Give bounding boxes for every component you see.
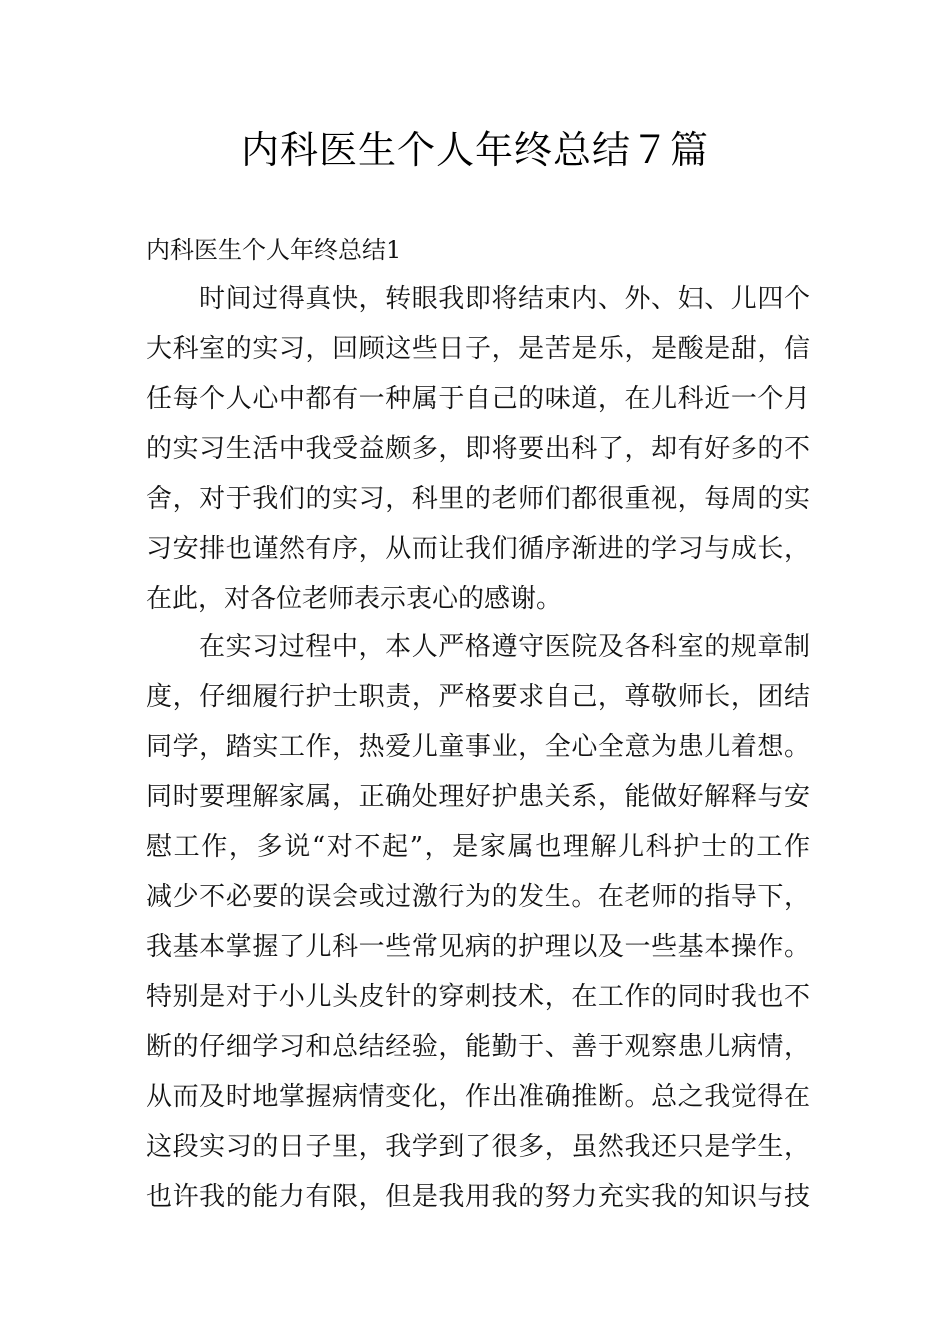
paragraph-2-line: 同学，踏实工作，热爱儿童事业，全心全意为患儿着想。: [146, 732, 810, 762]
paragraph-1-line: 大科室的实习，回顾这些日子，是苦是乐，是酸是甜，信: [146, 334, 810, 364]
paragraph-2-line: 断的仔细学习和总结经验，能勤于、善于观察患儿病情，: [146, 1032, 810, 1062]
paragraph-2-line: 从而及时地掌握病情变化，作出准确推断。总之我觉得在: [146, 1082, 810, 1112]
paragraph-1-line: 舍，对于我们的实习，科里的老师们都很重视，每周的实: [146, 484, 810, 514]
paragraph-2-line: 减少不必要的误会或过激行为的发生。在老师的指导下，: [146, 882, 810, 912]
paragraph-1-line: 习安排也谨然有序，从而让我们循序渐进的学习与成长，: [146, 534, 810, 564]
paragraph-2-line: 我基本掌握了儿科一些常见病的护理以及一些基本操作。: [146, 932, 810, 962]
paragraph-1-line: 任每个人心中都有一种属于自己的味道，在儿科近一个月: [146, 384, 810, 414]
paragraph-2-line: 度，仔细履行护士职责，严格要求自己，尊敬师长，团结: [146, 682, 810, 712]
paragraph-1-line: 时间过得真快，转眼我即将结束内、外、妇、儿四个: [199, 284, 810, 314]
paragraph-1-line: 的实习生活中我受益颇多，即将要出科了，却有好多的不: [146, 434, 810, 464]
paragraph-2-line: 这段实习的日子里，我学到了很多，虽然我还只是学生，: [146, 1132, 810, 1162]
section-heading: 内科医生个人年终总结1: [146, 236, 402, 264]
document-title: 内科医生个人年终总结７篇: [240, 128, 709, 172]
paragraph-2-line: 特别是对于小儿头皮针的穿刺技术，在工作的同时我也不: [146, 982, 810, 1012]
paragraph-2-line: 慰工作，多说“对不起”，是家属也理解儿科护士的工作: [146, 832, 810, 862]
paragraph-2-line: 在实习过程中，本人严格遵守医院及各科室的规章制: [199, 632, 810, 662]
paragraph-1-line: 在此，对各位老师表示衷心的感谢。: [146, 584, 563, 614]
paragraph-2-line: 也许我的能力有限，但是我用我的努力充实我的知识与技: [146, 1182, 810, 1212]
paragraph-2-line: 同时要理解家属，正确处理好护患关系，能做好解释与安: [146, 782, 810, 812]
